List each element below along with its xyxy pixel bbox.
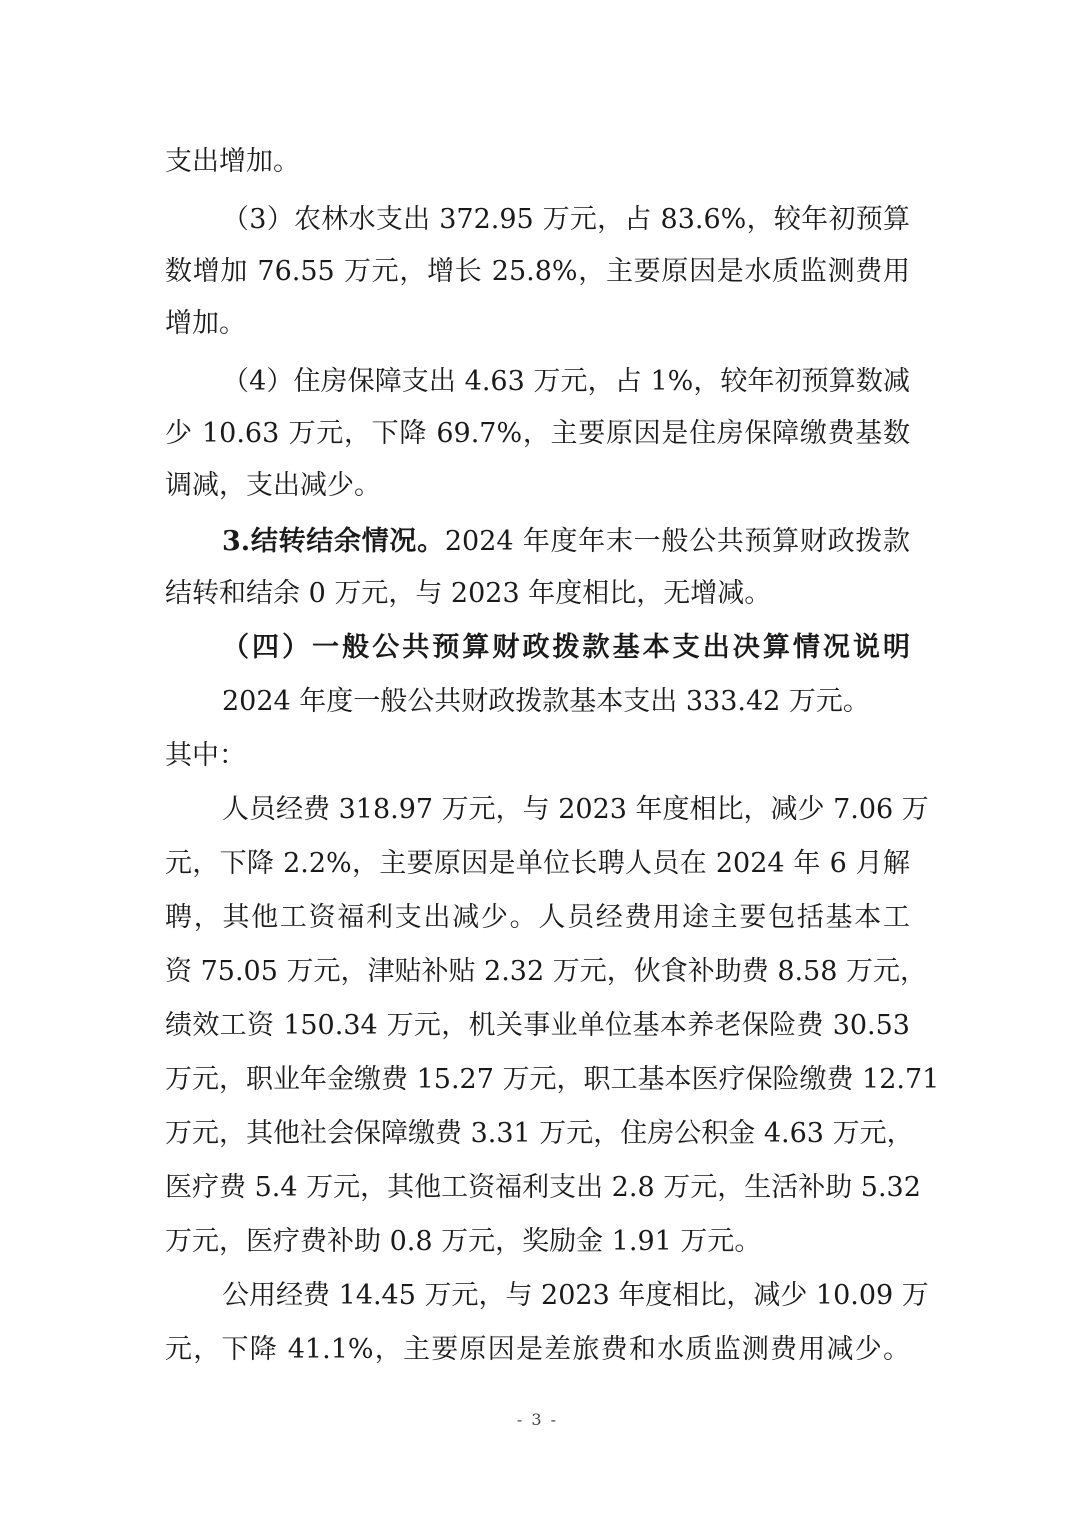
paragraph-line: 结转和结余 0 万元，与 2023 年度相比，无增减。 — [165, 578, 772, 609]
paragraph-line: 医疗费 5.4 万元，其他工资福利支出 2.8 万元，生活补助 5.32 — [165, 1172, 921, 1203]
paragraph-line: 公用经费 14.45 万元，与 2023 年度相比，减少 10.09 万 — [222, 1280, 929, 1311]
paragraph-line: 支出增加。 — [165, 146, 300, 177]
paragraph-line: 增加。 — [165, 308, 246, 339]
paragraph-line: 人员经费 318.97 万元，与 2023 年度相比，减少 7.06 万 — [222, 794, 929, 825]
paragraph-line: 资 75.05 万元，津贴补贴 2.32 万元，伙食补助费 8.58 万元， — [165, 956, 928, 987]
paragraph-line: 元，下降 41.1%，主要原因是差旅费和水质监测费用减少。 — [165, 1334, 910, 1365]
paragraph-line: 少 10.63 万元，下降 69.7%，主要原因是住房保障缴费基数 — [165, 418, 910, 449]
carryover-heading: 3.结转结余情况。 — [222, 526, 445, 557]
carryover-paragraph-first-line — [222, 522, 910, 562]
paragraph-line: 万元，医疗费补助 0.8 万元，奖励金 1.91 万元。 — [165, 1226, 762, 1257]
paragraph-line: 2024 年度一般公共财政拨款基本支出 333.42 万元。 — [222, 686, 870, 717]
page-number: - 3 - — [516, 1410, 559, 1429]
paragraph-line: 聘，其他工资福利支出减少。人员经费用途主要包括基本工 — [165, 902, 910, 933]
paragraph-line: 万元，职业年金缴费 15.27 万元，职工基本医疗保险缴费 12.71 — [165, 1064, 940, 1095]
paragraph-line: 数增加 76.55 万元，增长 25.8%，主要原因是水质监测费用 — [165, 256, 910, 287]
paragraph-line: （4）住房保障支出 4.63 万元，占 1%，较年初预算数减 — [222, 366, 910, 397]
paragraph-line: 绩效工资 150.34 万元，机关事业单位基本养老保险费 30.53 — [165, 1010, 910, 1041]
paragraph-line: 万元，其他社会保障缴费 3.31 万元，住房公积金 4.63 万元， — [165, 1118, 914, 1149]
section-heading: （四）一般公共预算财政拨款基本支出决算情况说明 — [222, 632, 910, 663]
carryover-text: 2024 年度年末一般公共预算财政拨款 — [444, 526, 911, 557]
paragraph-line: （3）农林水支出 372.95 万元，占 83.6%，较年初预算 — [222, 204, 910, 235]
paragraph-line: 其中： — [165, 740, 246, 771]
paragraph-line: 元，下降 2.2%，主要原因是单位长聘人员在 2024 年 6 月解 — [165, 848, 910, 879]
paragraph-line: 调减，支出减少。 — [165, 470, 381, 501]
